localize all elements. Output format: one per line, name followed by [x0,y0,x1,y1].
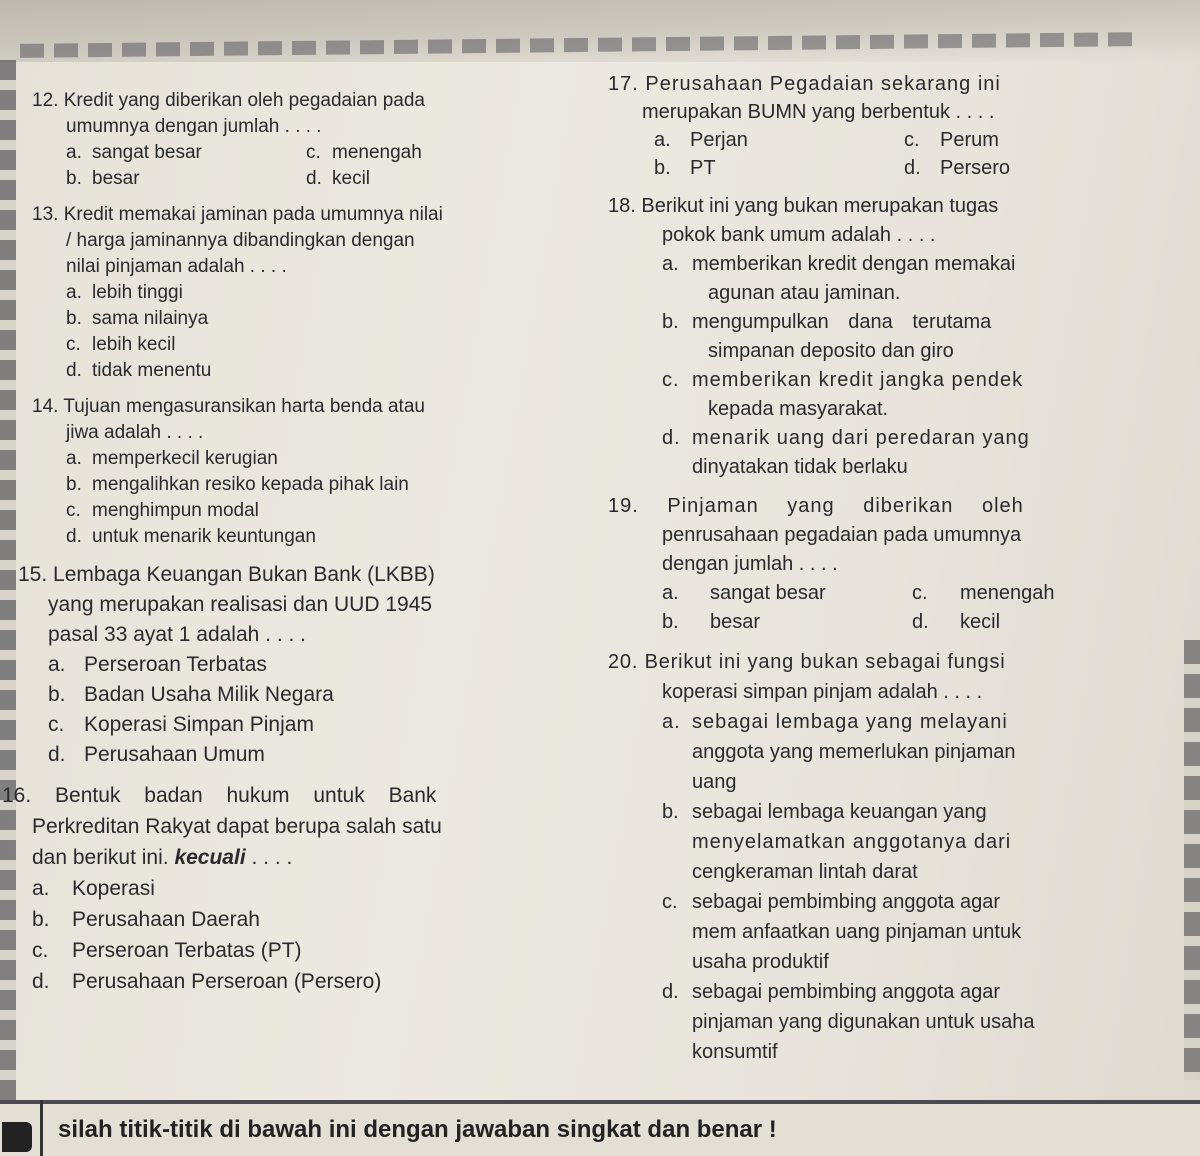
option-c-cont: usaha produktif [692,951,829,973]
question-stem: koperasi simpan pinjam adalah . . . . [662,681,983,703]
option-c: c. lebih kecil [66,334,176,355]
option-b: b. PT [654,157,716,179]
question-stem: nilai pinjaman adalah . . . . [66,256,287,277]
option-d: d. Perusahaan Umum [48,743,265,766]
question-stem: Kredit memakai jaminan pada umumnya nilai [63,204,443,225]
question-13 [32,202,578,384]
question-stem: Kredit yang diberikan oleh pegadaian pada [63,90,425,111]
question-stem: / harga jaminannya dibandingkan dengan [66,230,415,251]
option-c-cont: mem anfaatkan uang pinjaman untuk [692,921,1022,943]
option-c: c. sebagai pembimbing anggota agar [662,891,1000,913]
option-a: a. sebagai lembaga yang melayani [662,711,1008,733]
option-b: b. mengumpulkan dana terutama [662,311,992,333]
option-c: c. menengah [306,142,422,163]
instruction-bar [0,1100,1200,1156]
option-b: b. mengalihkan resiko kepada pihak lain [66,474,409,495]
question-stem: Pinjaman yang diberikan oleh [667,495,1024,517]
option-a: a. sangat besar [662,582,826,604]
option-d: d. kecil [306,168,371,189]
option-d-cont: dinyatakan tidak berlaku [692,456,908,478]
option-b-cont: cengkeraman lintah darat [692,861,918,883]
option-a: a. lebih tinggi [66,282,183,303]
emphasis-kecuali: kecuali [174,846,246,869]
question-stem: merupakan BUMN yang berbentuk . . . . [642,101,995,123]
option-d: d. Persero [904,157,1011,179]
option-d: d. tidak menentu [66,360,212,381]
question-stem: umumnya dengan jumlah . . . . [66,116,322,137]
option-d-cont: konsumtif [692,1041,778,1063]
section-instruction: silah titik-titik di bawah ini dengan jawaban singkat dan benar ! [58,1116,777,1143]
option-d: d. sebagai pembimbing anggota agar [662,981,1000,1003]
option-d: d. untuk menarik keuntungan [66,526,316,547]
option-b: b. Perusahaan Daerah [32,908,260,931]
question-stem: pokok bank umum adalah . . . . [662,224,936,246]
question-20 [608,647,1168,1067]
question-stem: Berikut ini yang bukan merupakan tugas [641,195,999,217]
option-d: d. Perusahaan Perseroan (Persero) [32,970,382,993]
question-stem: dan berikut ini. kecuali . . . . [32,846,293,869]
option-b-cont: menyelamatkan anggotanya dari [692,831,1012,853]
option-c: c. memberikan kredit jangka pendek [662,369,1024,391]
question-stem: yang merupakan realisasi dan UUD 1945 [48,593,433,616]
option-b: b. sama nilainya [66,308,209,329]
divider [40,1100,43,1156]
question-number: 13. [32,204,59,225]
option-a-cont: anggota yang memerlukan pinjaman [692,741,1016,763]
question-number: 14. [32,396,59,417]
option-b: b. Badan Usaha Milik Negara [48,683,334,706]
section-marker-icon [2,1122,32,1152]
option-a: a. Koperasi [32,877,155,900]
option-a: a. Perjan [654,129,748,151]
option-a-cont: uang [692,771,737,793]
option-b: b. besar [66,168,140,189]
option-c-cont: kepada masyarakat. [708,398,889,420]
right-column [608,70,1168,1077]
question-number: 18. [608,195,636,217]
question-number: 19. [608,495,639,517]
question-stem: Bentuk badan hukum untuk Bank [55,784,437,807]
option-c: c. Perseroan Terbatas (PT) [32,939,302,962]
option-d: d. kecil [912,611,1001,633]
question-stem: Perusahaan Pegadaian sekarang ini [645,73,1001,95]
question-stem: dengan jumlah . . . . [662,553,838,575]
option-c: c. Koperasi Simpan Pinjam [48,713,314,736]
question-stem: Lembaga Keuangan Bukan Bank (LKBB) [53,563,435,586]
question-12 [32,88,578,192]
option-d: d. menarik uang dari peredaran yang [662,427,1030,449]
question-stem: pasal 33 ayat 1 adalah . . . . [48,623,307,646]
question-stem: Berikut ini yang bukan sebagai fungsi [644,651,1006,673]
option-b: b. besar [662,611,761,633]
option-b-cont: simpanan deposito dan giro [708,340,954,362]
question-17 [608,70,1168,182]
question-number: 20. [608,651,639,673]
option-a-cont: agunan atau jaminan. [708,282,901,304]
option-c: c. menengah [912,582,1055,604]
right-binding-strip [1184,640,1200,1080]
option-a: a. Perseroan Terbatas [48,653,267,676]
question-15 [18,560,578,770]
option-b: b. sebagai lembaga keuangan yang [662,801,987,823]
option-c: c. Perum [904,129,999,151]
option-a: a. memberikan kredit dengan memakai [662,253,1016,275]
question-18 [608,192,1168,482]
left-column [2,88,578,1007]
question-stem: Perkreditan Rakyat dapat berupa salah satu [32,815,442,838]
question-16 [2,780,578,997]
question-19 [608,492,1168,637]
question-number: 17. [608,73,639,95]
question-14 [32,394,578,550]
option-a: a. sangat besar [66,142,202,163]
option-d-cont: pinjaman yang digunakan untuk usaha [692,1011,1035,1033]
question-stem: Tujuan mengasuransikan harta benda atau [63,396,425,417]
question-number: 15. [18,563,48,586]
question-number: 16. [2,784,32,807]
question-stem: jiwa adalah . . . . [66,422,204,443]
question-number: 12. [32,90,59,111]
option-c: c. menghimpun modal [66,500,259,521]
question-stem: penrusahaan pegadaian pada umumnya [662,524,1022,546]
option-a: a. memperkecil kerugian [66,448,278,469]
